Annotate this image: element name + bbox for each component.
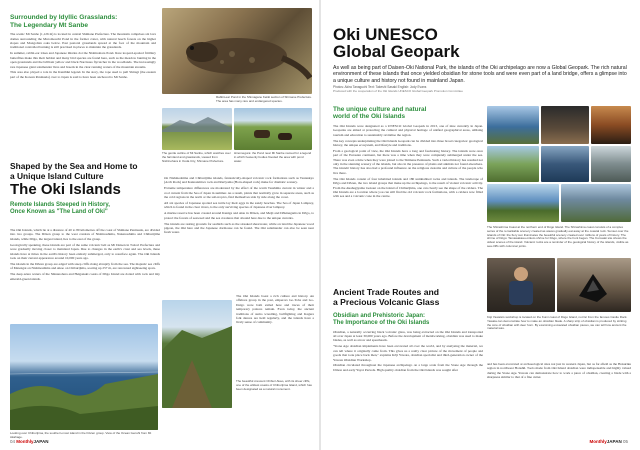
- chiburi-akao-cliffs-photo: [162, 300, 232, 408]
- salamander-photo: [162, 8, 312, 94]
- geopark-photo-caption: The Shirashima Coast at the northern end of Dōgo Island. The Shirashima coast consists of a complex series of the remarkable scenery created as waves gradually eat away at the coastal rock. Sunset over the islands of Oki: the fiery sun illuminates the beautiful scenery created over millions of years of history. The shrine of Dōgo: Tamawakasu-mikoto shrine for Dōgo, where the hunt began. The Kurosaki site shows the oldest scenes of the island. Volcanic rocks are a reminder of the geological history of the islands, visible as sea cliffs with columnar joints.: [487, 225, 629, 248]
- page-number-left: 04: [10, 439, 16, 444]
- salamander-caption: Rabbit-ear Pond in the Shimagane Keiiki section of Shimane Prefecture. The area has many rare and endangered species.: [216, 95, 312, 103]
- unique-culture-section: [333, 106, 483, 200]
- green-island-photo: [487, 146, 539, 182]
- volcanic-rock-photo: [591, 146, 631, 182]
- paragraph: All six species of Japanese spotted sea turtle lay their eggs in the sandy beaches. The Sea of Japan Lamprey, which is found in the clear rivers, is the only surviving species of Japanese river lamprey.: [164, 201, 314, 210]
- paragraph: The islands are resting grounds for seabirds such as the streaked shearwater, while on land the Japanese wood pigeon, the Oki hare and the Japanese dormouse can be found. The Oki salamander can also be seen near fresh water.: [164, 221, 314, 235]
- cattle-illustration: [234, 108, 312, 150]
- paragraph: In summer, rabbit-ear irises and Japanese thistles dot the Nishinohara Pond. Rare leopard-spotted fritillary butterflies make this their habitat and many bird species are found here, such as the meadow bunting in the open grasslands and the brilliant yellow and black Narcissus flycatcher in the woodlands. The increasingly rare Japanese giant salamander lives and breeds in the clear running waters of the mountain streams.: [10, 51, 156, 69]
- obsidian-blade-photo: [557, 258, 631, 312]
- paragraph: From a geological point of view, the Oki Islands have a long and fascinating history. The islands were once part of the Eurasian continent, but there was a time when they were completely submerged under the sea. There was even a time when they were joined to the Shimane Peninsula. Such a varied history has resulted not only in the stunning scenery of the islands, but also in the presence of plants and animals not found elsewhere. The islands' history has also had a profound influence on the religious customs and culture of the people who live there.: [333, 148, 483, 175]
- cliffs-illustration: [162, 300, 232, 408]
- obsidian-workshop-photo: [487, 258, 555, 312]
- coastal-panorama-photo: [487, 184, 559, 222]
- brand-logo-right: Monthly: [589, 439, 607, 444]
- paragraph: This area also played a role in the Kunibiki legend. In the story, the rope used to pull Shiragi (the eastern part of the Korean Peninsula) over to Japan is said to have been anchored to Mt Sanbe.: [10, 70, 156, 79]
- remote-islands-subheading: Remote Islands Steeped in History, Once Known as "The Land of Oki": [10, 202, 110, 216]
- credits: Photos: Akira Tanaguchi Text: Takeshi Sasaki English: Jody Evans: [333, 85, 427, 90]
- shrine-festival-photo: [541, 106, 589, 144]
- mt-sanbe-heading: Surrounded by Idyllic Grasslands: The Legendary Mt Sanbe: [10, 14, 118, 29]
- brand-logo-right-2: JAPAN: [606, 439, 622, 444]
- paragraph: "Stone Age obsidian implements have been excavated all over the world, and by analysing the material, we can tell where it originally came from. This gives us a really clear picture of the movement of people and goods that took place back then," explains Kōji Yawata, obsidian specialist and third-generation owner of the Yawata Obsidian Workshop.: [333, 344, 483, 362]
- page-number-right: 05: [622, 439, 628, 444]
- obsidian-subheading: Obsidian and Prehistoric Japan: The Importance of the Oki Islands: [333, 312, 430, 326]
- paragraph: The Oki Islands consist of four inhabited islands and 180 uninhabited rocks and islands. The landscape of Dōgo and Dōzen, the two island groups that make up the archipelago, is the result of violent volcanic activity. From the Akahagiyama lookout on the island of Chiburijima, one can clearly see the shape of the caldera. The Oki Islands are a location where you can still find the old volcanic rock formations, with a caldera now filled with sea and a volcanic cone in the centre.: [333, 176, 483, 199]
- coast-illustration: [10, 324, 158, 430]
- oki-column-2: [164, 176, 314, 236]
- brand-logo-left-2: JAPAN: [33, 439, 49, 444]
- coast-caption: Looking over Chiburijima, the southern-most island in the Dōzen group. View of the Ocean Genshi from Mt Akahage.: [10, 431, 152, 439]
- section-title: Shaped by the Sea and Home to a Unique Island Culture: [10, 161, 138, 181]
- obsidian-caption: Kōji Yawata's workshop is located on the Kumi coast of Dōgo Island, not far from the famous Castle Rock. Yawata can demonstrate how to make an obsidian blade. A sharp strip of obsidian is produced by striking the core of obsidian with deer horn. By examining excavated obsidian pieces, we can tell how ancient the material was.: [487, 315, 628, 331]
- unique-culture-heading: The unique culture and natural world of the Oki Islands: [333, 106, 427, 121]
- ancient-trade-section: [333, 288, 483, 374]
- paragraph: On Nishinoshima and Chiburijima islands, fantastically-shaped volcanic rock formations such as Tsutenkyo (Arch Rock) and Kannonmiwa rock and Ruriyama (Horn-shaped rock) make for dramatic scenery.: [164, 176, 314, 185]
- geopark-title-block: [333, 26, 631, 94]
- left-footer: [10, 439, 48, 444]
- left-page: [0, 0, 319, 450]
- chiburijima-coast-photo: [10, 324, 158, 430]
- mountain-silhouette: [162, 108, 232, 150]
- paragraph: The islands in the Dōzen group are edged with steep cliffs rising abruptly from the sea. The majestic sea cliffs of Matengai on Nishinoshima and Akao on Chiburijima, soaring up 257 m, are renowned sightseeing spots.: [10, 261, 160, 271]
- geopark-intro: As well as being part of Daisen-Oki National Park, the islands of the Oki archipelago are now a Global Geopark. The rich natural environment of these islands that once yielded obsidian for stone tools and were even part of a land bridge, offers a glimpse into a unique culture and history not found in mainland Japan.: [333, 65, 627, 84]
- right-footer: [590, 439, 628, 444]
- paragraph: The Oki Islands were designated as a UNESCO Global Geopark in 2013, one of nine currently in Japan. Geoparks are aimed at protecting the cultural and physical heritage of unified geographical areas, utilising tourism and education to sustainably revitalise the region.: [333, 123, 483, 137]
- paragraph: and has been excavated at archaeological sites not just in western Japan, but as far afield as the Hokuriku region in northwest Honshū. Tools made from Oki Island obsidian were indispensable and highly valued during the Stone Age. Yawata can demonstrate how to work a piece of obsidian, creating a blade with a sharpness similar to that of a fine cutter.: [487, 362, 631, 380]
- oki-islands-title: The Oki Islands: [10, 181, 121, 199]
- paragraph: Extreme temperature differences are moderated by the effect of the warm Tsushima current in winter and a cool current from the Sea of Japan in summer. As a result, plants that normally grow in separate areas, such as the cold regions in the north or the sub-tropics, find themselves side by side along the coast.: [164, 186, 314, 200]
- geopark-title-line1: Oki UNESCO: [333, 25, 438, 44]
- paragraph: Obsidian circulated throughout the Japanese archipelago on a large scale from the Stone Age through the Jōmon and early Yayoi Periods. High quality obsidian from the Oki Islands was sought after: [333, 363, 483, 372]
- obsidian-column-2: [487, 362, 631, 381]
- oki-column-2b: [236, 294, 314, 326]
- grassland-photo: [162, 108, 232, 150]
- oki-islands-title-block: [10, 162, 160, 216]
- right-page: [321, 0, 640, 450]
- cattle-grazing-photo: [234, 108, 312, 150]
- paragraph: The scenic Mt Sanbe (1,126 m) is located in central Shimane Prefecture. The mountain comprises six lava domes surrounding the Muromouchi Pond in the former crater, with natural beech forests on the higher slopes and Mongolian oaks below. Past pastoral grasslands spread at the foot of the mountain and traditional controlled burning is still practised in places to maintain the grasslands.: [10, 32, 156, 50]
- ancient-trade-heading: Ancient Trade Routes and a Precious Volcanic Glass: [333, 287, 440, 307]
- paragraph: Geologically speaking, these islands are part of the same volcanic belt as Mt Daisen in Tottori Prefecture and were gradually moving closer to mainland Japan. Due to changes in the earth's crust and sea levels, these islands have at times in the earth's history been entirely submerged, only to resurface again. The Oki Islands took on their current appearance around 10,000 years ago.: [10, 242, 160, 260]
- paragraph: A marine reserve has been created around Kuniga and Aisu in Dōzen, and Meiji and Dōkinagama in Dōgo, to protect the forests of seaweed and the sea creatures that abound here due to the unique currents.: [164, 211, 314, 220]
- grassland-caption: The gentle outline of Mt Sanbe, which watches over the farmland and grasslands, viewed from Nishinohara in Ooda City, Shimane Prefecture.: [162, 151, 231, 163]
- sunset-photo: [591, 106, 631, 144]
- paragraph: Obsidian, a naturally occurring black volcanic glass, was being extracted on the Oki Islands and transported all over Japan at least 30,000 years ago. Before the development of metalworking, obsidian was used to make blades, as well as arrow and spearheads.: [333, 329, 483, 343]
- mt-sanbe-section: [10, 14, 156, 81]
- brand-logo-left: Monthly: [16, 439, 34, 444]
- cattle-caption: Hinomegura: the Pond near Mt Sanbe named for a legend in which heavenly bodies flooded the area with pond water.: [234, 151, 312, 163]
- oki-column-1: [10, 228, 160, 282]
- paragraph: The key concepts underpinning the Oki Islands Geopark can be divided into three broad categories: geological history, the unique ecosystem, and lifestyle and traditions.: [333, 138, 483, 147]
- lookout-view-photo: [561, 184, 631, 222]
- credits-cooperation: Produced with the cooperation of the Oki Islands UNESCO Global Geopark Promotion Committee: [333, 89, 463, 94]
- shirashima-coast-photo: [487, 106, 539, 144]
- paragraph: The Oki Islands boast a rich culture and history. An offshore group in the past, emperors Go-Toba and Go-Daigo were both exiled here and traces of their temporary palaces remain. Even today, the ancient traditions of sumo wrestling, bullfighting and Kagura folk dances are held regularly, and the islands have a lively sense of community.: [236, 294, 314, 325]
- paragraph: The deep azure waters of the Shinanohara and Heiganaki coasts of Dōgo Island are dotted with rock and tiny emerald-green islands.: [10, 272, 160, 281]
- craftsman-illustration: [487, 258, 555, 312]
- salamander-illustration: [162, 8, 312, 94]
- paragraph: The Oki Islands, which lie at a distance of 40 to 80 kilometres off the coast of Shimane Peninsula, are divided into two groups. The Dōzen group to the west consists of Nishinoshima, Nakanoshima and Chiburijima islands, while Dōgo, the largest island, lies to the east of the group.: [10, 228, 160, 241]
- obsidian-illustration: [557, 258, 631, 312]
- cliffs-caption: The beautiful crescent Chiburi Akao, with its sheer cliffs, one of the wildest coasts of Chiburijima Island, which has been designated as a natural monument.: [236, 379, 312, 391]
- geopark-title-line2: Global Geopark: [333, 42, 460, 61]
- sea-cliff-photo: [541, 146, 589, 182]
